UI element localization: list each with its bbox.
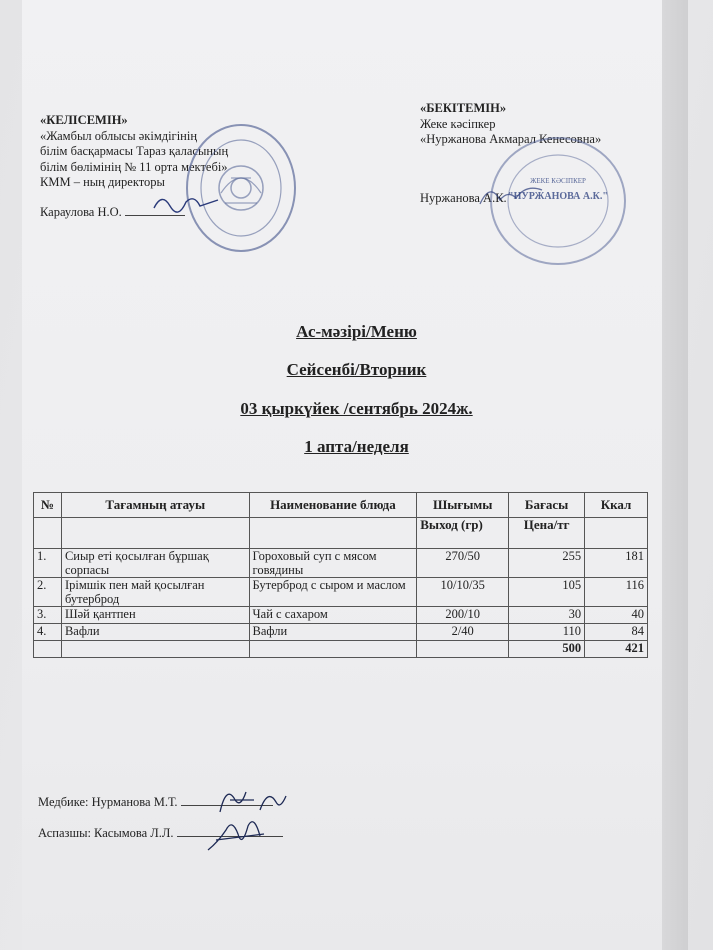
approval-left-signer: Караулова Н.О. <box>40 204 122 219</box>
approval-right-line: Жеке кәсіпкер <box>420 116 496 131</box>
cook-signature <box>204 812 284 858</box>
row-num: 4. <box>34 624 62 641</box>
header-price-kz: Бағасы <box>509 493 585 518</box>
approval-right-line: «Нуржанова Акмарал Кенесовна» <box>420 132 602 146</box>
header-name-kz: Тағамның атауы <box>61 493 249 518</box>
row-yield: 2/40 <box>417 624 509 641</box>
title-week: 1 апта/неделя <box>304 437 409 456</box>
header-yield-kz: Шығымы <box>417 493 509 518</box>
approval-left-line: КММ – ның директоры <box>40 175 165 189</box>
header-price-ru: Цена/тг <box>509 518 585 549</box>
row-name-kz: Вафли <box>61 624 249 641</box>
row-name-kz: Ірімшік пен май қосылған бутерброд <box>61 578 249 607</box>
approval-right-heading: «БЕКІТЕМІН» <box>420 101 507 115</box>
row-price: 30 <box>509 607 585 624</box>
row-yield: 200/10 <box>417 607 509 624</box>
row-kcal: 84 <box>585 624 648 641</box>
title-day: Сейсенбі/Вторник <box>286 360 427 379</box>
approval-right-signature <box>476 180 546 210</box>
table-header-row <box>34 493 648 518</box>
row-price: 110 <box>509 624 585 641</box>
table-row <box>34 578 648 607</box>
table-total-row <box>34 641 648 658</box>
approval-left-heading: «КЕЛІСЕМІН» <box>40 113 128 127</box>
row-kcal: 181 <box>585 549 648 578</box>
row-num: 2. <box>34 578 62 607</box>
total-kcal: 421 <box>585 641 648 658</box>
row-yield: 270/50 <box>417 549 509 578</box>
row-price: 255 <box>509 549 585 578</box>
row-name-ru: Гороховый суп с мясом говядины <box>249 549 417 578</box>
table-row <box>34 624 648 641</box>
header-kcal: Ккал <box>585 493 648 518</box>
cook-label: Аспазшы: Касымова Л.Л. <box>38 826 174 840</box>
menu-table <box>33 492 648 658</box>
approval-right-signer: Нуржанова А.К. <box>420 190 507 205</box>
title-menu: Ас-мәзірі/Меню <box>296 322 417 341</box>
approval-left-line: «Жамбыл облысы әкімдігінің <box>40 128 198 143</box>
approval-left-line: білім бөлімінің № 11 орта мектебі» <box>40 159 228 174</box>
row-name-ru: Чай с сахаром <box>249 607 417 624</box>
row-name-ru: Вафли <box>249 624 417 641</box>
approval-left-line: білім басқармасы Тараз қаласының <box>40 144 229 158</box>
stamp-right-label: ЖЕКЕ КӘСІПКЕР <box>530 177 586 185</box>
table-row <box>34 549 648 578</box>
row-yield: 10/10/35 <box>417 578 509 607</box>
header-num: № <box>34 493 62 518</box>
row-price: 105 <box>509 578 585 607</box>
header-name-ru: Наименование блюда <box>249 493 417 518</box>
stamp-right-center: "НУРЖАНОВА А.К." <box>508 191 608 202</box>
total-price: 500 <box>509 641 585 658</box>
approval-left-signature <box>152 188 222 216</box>
row-name-ru: Бутерброд с сыром и маслом <box>249 578 417 607</box>
nurse-label: Медбике: Нурманова М.Т. <box>38 795 178 809</box>
title-date: 03 қыркүйек /сентябрь 2024ж. <box>240 399 473 418</box>
row-kcal: 40 <box>585 607 648 624</box>
table-subheader-row <box>34 518 648 549</box>
row-kcal: 116 <box>585 578 648 607</box>
header-yield-ru: Выход (гр) <box>417 518 509 549</box>
row-name-kz: Сиыр еті қосылған бұршақ сорпасы <box>61 549 249 578</box>
row-num: 3. <box>34 607 62 624</box>
page-edge <box>662 0 688 950</box>
table-row <box>34 607 648 624</box>
row-name-kz: Шәй қантпен <box>61 607 249 624</box>
row-num: 1. <box>34 549 62 578</box>
